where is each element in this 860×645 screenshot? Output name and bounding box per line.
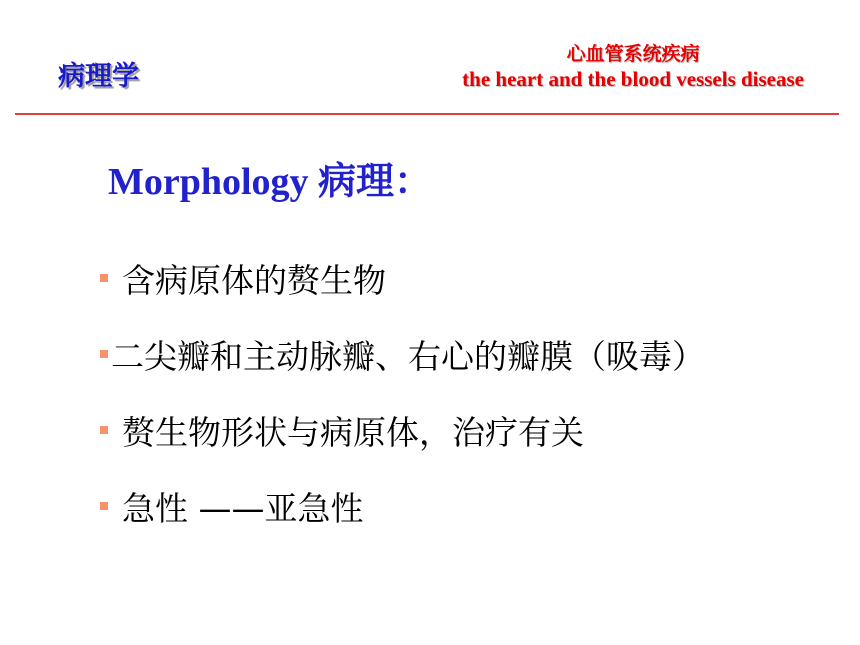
bullet-item [100, 392, 705, 468]
chapter-title-cn: 心血管系统疾病 [566, 43, 700, 65]
chapter-header [462, 42, 804, 92]
bullet-item [100, 316, 705, 392]
square-bullet-icon [100, 274, 108, 282]
bullet-text: 赘生物形状与病原体，治疗有关 [122, 412, 584, 452]
header-divider [15, 113, 839, 115]
bullet-item [100, 468, 705, 544]
bullet-text: 二尖瓣和主动脉瓣、右心的瓣膜（吸毒） [111, 336, 705, 376]
square-bullet-icon [100, 502, 108, 510]
course-logo: 病理学 [58, 61, 139, 92]
slide-title: Morphology 病理： [108, 161, 433, 203]
bullet-text: 含病原体的赘生物 [122, 260, 386, 300]
bullet-list [100, 240, 705, 544]
chapter-title-en: the heart and the blood vessels disease [462, 67, 804, 91]
square-bullet-icon [100, 426, 108, 434]
bullet-text: 急性 ——亚急性 [122, 488, 364, 528]
bullet-item [100, 240, 705, 316]
square-bullet-icon [100, 350, 108, 358]
